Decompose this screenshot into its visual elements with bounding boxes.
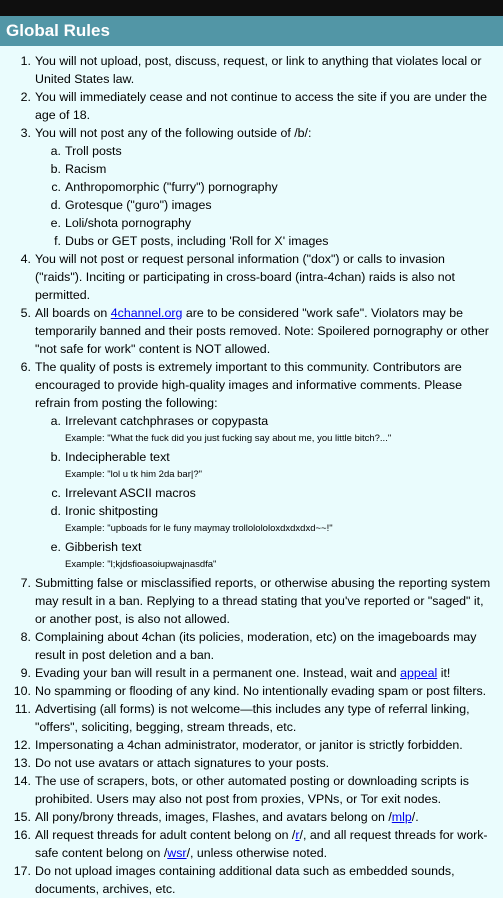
sub-text: Irrelevant ASCII macros bbox=[65, 486, 196, 500]
rule-text: You will not upload, post, discuss, request, or link to anything that violates local or United States law. bbox=[35, 54, 482, 86]
mlp-link[interactable]: mlp bbox=[391, 810, 412, 824]
sub-item bbox=[35, 232, 495, 250]
sub-text: Anthropomorphic ("furry") pornography bbox=[65, 180, 278, 194]
rule-15 bbox=[0, 808, 503, 826]
rule-text: All pony/brony threads, images, Flashes, and avatars belong on / bbox=[35, 810, 392, 824]
rule-number: 3. bbox=[20, 126, 31, 140]
sub-letter: d. bbox=[50, 198, 61, 212]
rule-text: The quality of posts is extremely important to this community. Contributors are encouraged to provide high-quality images and informative comments. Please refrain from posting the following: bbox=[35, 360, 463, 410]
sub-letter: c. bbox=[51, 486, 61, 500]
rule-text: Impersonating a 4chan administrator, moderator, or janitor is strictly forbidden. bbox=[35, 738, 463, 752]
rule-text: Advertising (all forms) is not welcome—this includes any type of referral linking, "offers", soliciting, begging, stream threads, etc. bbox=[35, 702, 470, 734]
sub-letter: e. bbox=[50, 540, 61, 554]
rule-text: /. bbox=[411, 810, 419, 824]
example-text: Example: "What the fuck did you just fucking say about me, you little bitch?..." bbox=[65, 433, 392, 444]
rule-3 bbox=[0, 124, 503, 250]
rule-number: 4. bbox=[20, 252, 31, 266]
sub-letter: c. bbox=[51, 180, 61, 194]
rule-number: 17. bbox=[13, 864, 31, 878]
rule-number: 2. bbox=[20, 90, 31, 104]
sub-letter: b. bbox=[50, 450, 61, 464]
rule-10 bbox=[0, 682, 503, 700]
top-bar bbox=[0, 0, 503, 16]
rule-text: The use of scrapers, bots, or other automated posting or downloading scripts is prohibited. Users may also not post from proxies, VPNs, or Tor exit nodes. bbox=[35, 774, 469, 806]
example-text: Example: "lol u tk him 2da bar|?" bbox=[65, 469, 202, 480]
sub-item bbox=[35, 484, 495, 502]
sub-letter: e. bbox=[50, 216, 61, 230]
sub-text: Gibberish text bbox=[65, 540, 142, 554]
sub-text: Racism bbox=[65, 162, 107, 176]
sub-item bbox=[35, 448, 495, 484]
rule-number: 16. bbox=[13, 828, 31, 842]
rule-3-sublist bbox=[35, 142, 495, 250]
section-header bbox=[0, 16, 503, 46]
sub-item bbox=[35, 502, 495, 538]
rule-number: 5. bbox=[20, 306, 31, 320]
rule-text: You will immediately cease and not continue to access the site if you are under the age of 18. bbox=[35, 90, 488, 122]
sub-item bbox=[35, 142, 495, 160]
rule-17 bbox=[0, 862, 503, 898]
sub-letter: b. bbox=[50, 162, 61, 176]
rule-text: Evading your ban will result in a permanent one. Instead, wait and bbox=[35, 666, 401, 680]
rule-2 bbox=[0, 88, 503, 124]
sub-item bbox=[35, 538, 495, 574]
sub-item bbox=[35, 160, 495, 178]
example-text: Example: "upboads for le funy maymay trollolololoxdxdxdxd~~!" bbox=[65, 523, 333, 534]
rule-12 bbox=[0, 736, 503, 754]
example-text: Example: "l;kjdsfioasoiupwajnasdfa" bbox=[65, 559, 217, 570]
rule-text: /, and all request threads for work-safe content belong on / bbox=[35, 828, 488, 860]
rule-9 bbox=[0, 664, 503, 682]
4channel-link[interactable]: 4channel.org bbox=[110, 306, 183, 320]
rule-8 bbox=[0, 628, 503, 664]
r-link[interactable]: r bbox=[295, 828, 300, 842]
rule-number: 11. bbox=[14, 702, 31, 716]
rule-number: 10. bbox=[13, 684, 31, 698]
rules-list bbox=[0, 46, 503, 898]
rule-text: All request threads for adult content belong on / bbox=[35, 828, 296, 842]
rule-11 bbox=[0, 700, 503, 736]
rule-text: Submitting false or misclassified reports, or otherwise abusing the reporting system may result in a ban. Replying to a thread stating that you've reported or "saged" it, or another post, is also not allowed. bbox=[35, 576, 491, 626]
sub-item bbox=[35, 196, 495, 214]
rule-number: 9. bbox=[20, 666, 31, 680]
rule-text: Do not use avatars or attach signatures to your posts. bbox=[35, 756, 330, 770]
sub-text: Loli/shota pornography bbox=[65, 216, 192, 230]
rule-text: Do not upload images containing additional data such as embedded sounds, documents, archives, etc. bbox=[35, 864, 455, 896]
rule-number: 14. bbox=[13, 774, 31, 788]
rule-6-sublist bbox=[35, 412, 495, 574]
rule-text: All boards on bbox=[35, 306, 111, 320]
rule-text: You will not post any of the following outside of /b/: bbox=[35, 126, 312, 140]
appeal-link[interactable]: appeal bbox=[400, 666, 438, 680]
rule-16 bbox=[0, 826, 503, 862]
rule-text: are to be considered "work safe". Violators may be temporarily banned and their posts removed. Note: Spoilered pornography or other "not safe for work" content is NOT allowed. bbox=[35, 306, 489, 356]
rule-number: 12. bbox=[13, 738, 31, 752]
sub-text: Irrelevant catchphrases or copypasta bbox=[65, 414, 269, 428]
rule-number: 7. bbox=[20, 576, 31, 590]
sub-text: Dubs or GET posts, including 'Roll for X' images bbox=[65, 234, 329, 248]
sub-letter: d. bbox=[50, 504, 61, 518]
rule-text: You will not post or request personal information ("dox") or calls to invasion ("raids"). Inciting or participating in cross-board (intra-4chan) raids is also not permitted. bbox=[35, 252, 455, 302]
sub-letter: f. bbox=[54, 234, 61, 248]
sub-text: Ironic shitposting bbox=[65, 504, 158, 518]
rule-number: 15. bbox=[13, 810, 31, 824]
rule-text: it! bbox=[437, 666, 451, 680]
rule-text: /, unless otherwise noted. bbox=[186, 846, 328, 860]
wsr-link[interactable]: wsr bbox=[167, 846, 187, 860]
rule-number: 1. bbox=[20, 54, 31, 68]
rule-number: 6. bbox=[20, 360, 31, 374]
rule-5 bbox=[0, 304, 503, 358]
rule-number: 8. bbox=[20, 630, 31, 644]
rule-13 bbox=[0, 754, 503, 772]
rule-6 bbox=[0, 358, 503, 574]
sub-text: Troll posts bbox=[65, 144, 122, 158]
sub-text: Indecipherable text bbox=[65, 450, 170, 464]
rule-1 bbox=[0, 52, 503, 88]
sub-item bbox=[35, 412, 495, 448]
rule-text: Complaining about 4chan (its policies, moderation, etc) on the imageboards may result in post deletion and a ban. bbox=[35, 630, 477, 662]
rule-4 bbox=[0, 250, 503, 304]
sub-text: Grotesque ("guro") images bbox=[65, 198, 212, 212]
sub-letter: a. bbox=[50, 414, 61, 428]
rule-7 bbox=[0, 574, 503, 628]
rule-text: No spamming or flooding of any kind. No intentionally evading spam or post filters. bbox=[35, 684, 487, 698]
sub-item bbox=[35, 214, 495, 232]
sub-item bbox=[35, 178, 495, 196]
rule-14 bbox=[0, 772, 503, 808]
section-title: Global Rules bbox=[6, 21, 110, 40]
sub-letter: a. bbox=[50, 144, 61, 158]
rule-number: 13. bbox=[13, 756, 31, 770]
